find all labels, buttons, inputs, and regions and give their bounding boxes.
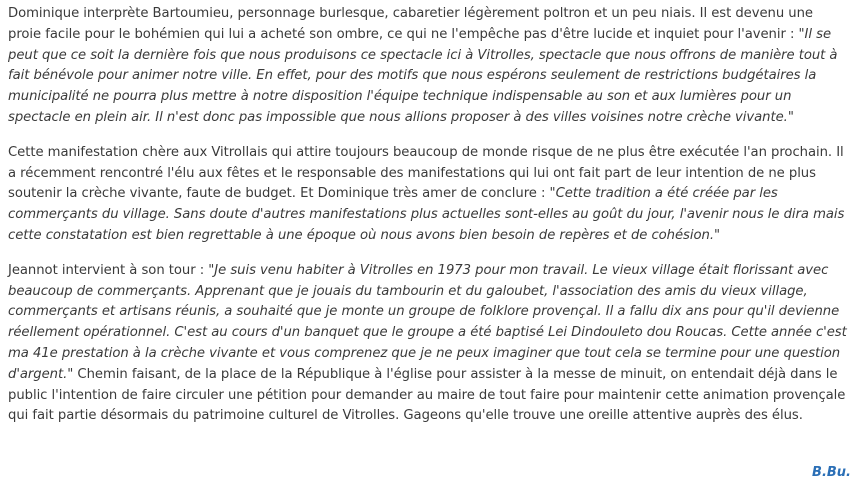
paragraph-2-text: Cette manifestation chère aux Vitrollais qui attire toujours beaucoup de monde risque de ne plus être exécutée l'an prochain. Il a récemment rencontré l'élu aux fêtes et le responsable des manifestations qui lui ont fait part de leur intention de ne plus soutenir la crèche vivante, faute de budget. Et Dominique très amer de conclure : xyxy=(8,144,844,202)
article-body xyxy=(8,4,850,441)
author-signature: B.Bu. xyxy=(812,465,851,480)
paragraph-1 xyxy=(8,4,850,129)
paragraph-3-quote: "Je suis venu habiter à Vitrolles en 1973 pour mon travail. Le vieux village était florissant avec beaucoup de commerçants. Apprenant que je jouais du tambourin et du galoubet, l'association des amis du vieux village, commerçants et artisans réunis, a souhaité que je monte un groupe de folklore provençal. Il a fallu dix ans pour qu'il devienne réellement opérationnel. C'est au cours d'un banquet que le groupe a été baptisé Lei Dindouleto dou Roucas. Cette année c'est ma 41e prestation à la crèche vivante et vous comprenez que je ne peux imaginer que tout cela se termine pour une question d'argent." xyxy=(8,262,847,382)
paragraph-2-quote: "Cette tradition a été créée par les commerçants du village. Sans doute d'autres manifestations plus actuelles sont-elles au goût du jour, l'avenir nous le dira mais cette constatation est bien regrettable à une époque où nous avons bien besoin de repères et de cohésion." xyxy=(8,186,845,243)
paragraph-1-quote: "Il se peut que ce soit la dernière fois que nous produisons ce spectacle ici à Vitrolles, spectacle que nous offrons de manière tout à fait bénévole pour animer notre ville. En effet, pour des motifs que nous espérons seulement de restrictions budgétaires la municipalité ne pourra plus mettre à notre disposition l'équipe technique indispensable au son et aux lumières pour un spectacle en plein air. Il n'est donc pas impossible que nous allions proposer à des villes voisines notre crèche vivante." xyxy=(8,26,838,125)
paragraph-3 xyxy=(8,261,850,427)
paragraph-3-closing: Chemin faisant, de la place de la République à l'église pour assister à la messe de minuit, on entendait déjà dans le public l'intention de faire circuler une pétition pour demander au maire de tout faire pour maintenir cette animation provençale qui fait partie désormais du patrimoine culturel de Vitrolles. Gageons qu'elle trouve une oreille attentive auprès des élus. xyxy=(8,366,846,424)
paragraph-1-text: Dominique interprète Bartoumieu, personnage burlesque, cabaretier légèrement poltron et un peu niais. Il est devenu une proie facile pour le bohémien qui lui a acheté son ombre, ce qui ne l'empêche pas d'être lucide et inquiet pour l'avenir : xyxy=(8,6,813,42)
paragraph-2 xyxy=(8,143,850,247)
paragraph-3-text: Jeannot intervient à son tour : xyxy=(8,262,209,278)
